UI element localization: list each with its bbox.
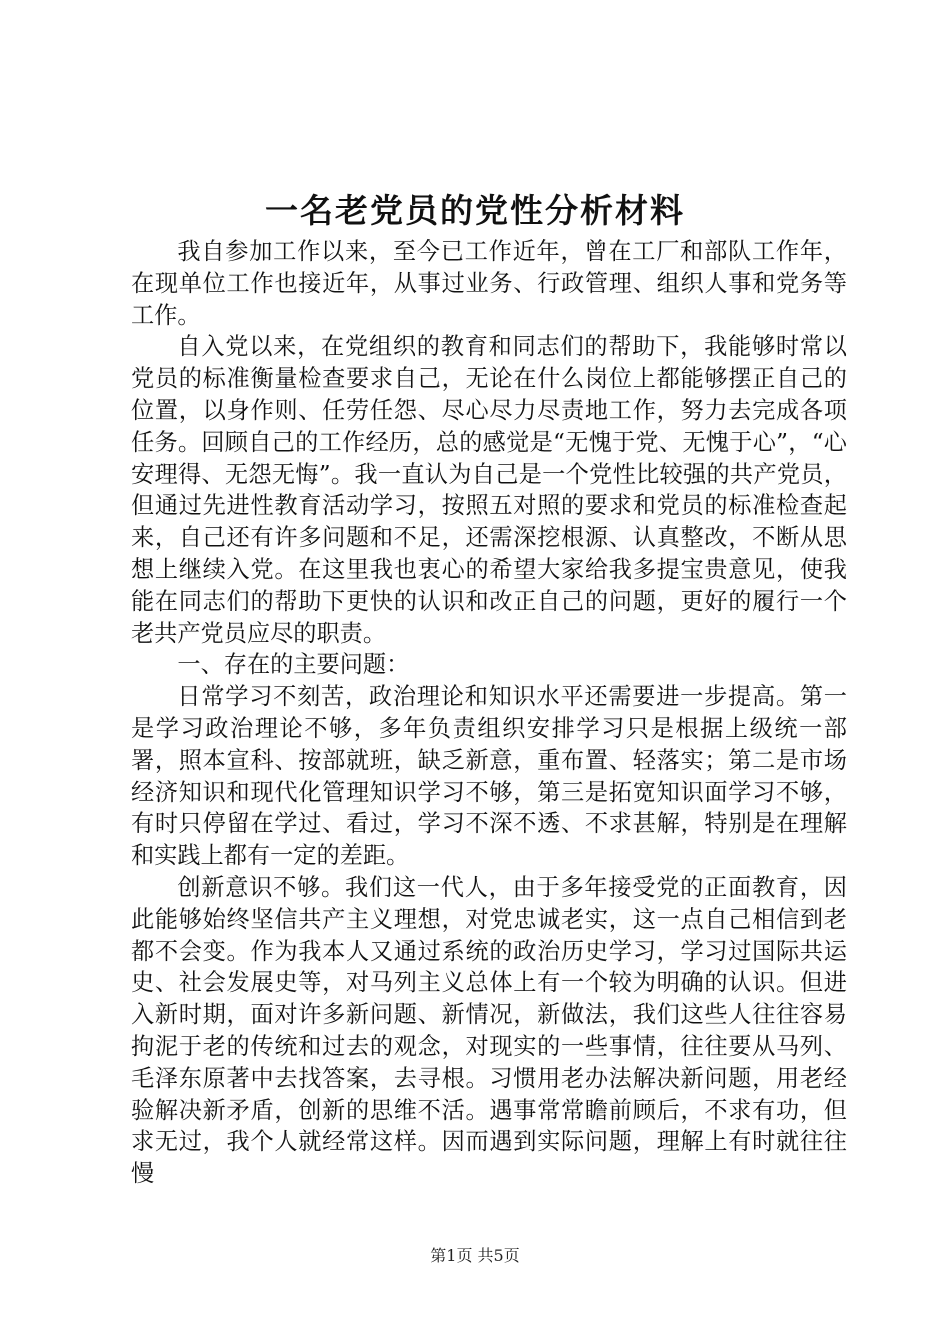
paragraph-study-problem: 日常学习不刻苦，政治理论和知识水平还需要进一步提高。第一是学习政治理论不够，多年负责组织安排学习只是根据上级统一部署，照本宣科、按部就班，缺乏新意，重布置、轻落实；第二是市场经济知识和现代化管理知识学习不够，第三是拓宽知识面学习不够，有时只停留在学过、看过，学习不深不透、不求甚解，特别是在理解和实践上都有一定的差距。: [131, 683, 847, 870]
page-footer: 第1页 共5页: [430, 1246, 520, 1265]
document-title: 一名老党员的党性分析材料: [265, 191, 685, 230]
paragraph-innovation-problem: 创新意识不够。我们这一代人，由于多年接受党的正面教育，因此能够始终坚信共产主义理想，对党忠诚老实，这一点自己相信到老都不会变。作为我本人又通过系统的政治历史学习，学习过国际共运史、社会发展史等，对马列主义总体上有一个较为明确的认识。但进入新时期，面对许多新问题、新情况，新做法，我们这些人往往容易拘泥于老的传统和过去的观念，对现实的一些事情，往往要从马列、毛泽东原著中去找答案，去寻根。习惯用老办法解决新问题，用老经验解决新矛盾，创新的思维不活。遇事常常瞻前顾后，不求有功，但求无过，我个人就经常这样。因而遇到实际问题，理解上有时就往往慢: [131, 873, 847, 1188]
section-heading-main-problems: 一、存在的主要问题：: [177, 651, 410, 679]
paragraph-self-assessment: 自入党以来，在党组织的教育和同志们的帮助下，我能够时常以党员的标准衡量检查要求自己，无论在什么岗位上都能够摆正自己的位置，以身作则、任劳任怨、尽心尽力尽责地工作，努力去完成各项任务。回顾自己的工作经历，总的感觉是“无愧于党、无愧于心”，“心安理得、无怨无悔”。我一直认为自己是一个党性比较强的共产党员，但通过先进性教育活动学习，按照五对照的要求和党员的标准检查起来，自己还有许多问题和不足，还需深挖根源、认真整改，不断从思想上继续入党。在这里我也衷心的希望大家给我多提宝贵意见，使我能在同志们的帮助下更快的认识和改正自己的问题，更好的履行一个老共产党员应尽的职责。: [131, 333, 847, 647]
paragraph-intro: 我自参加工作以来，至今已工作近年，曾在工厂和部队工作年，在现单位工作也接近年，从事过业务、行政管理、组织人事和党务等工作。: [131, 238, 847, 329]
document-body: [131, 236, 847, 1190]
